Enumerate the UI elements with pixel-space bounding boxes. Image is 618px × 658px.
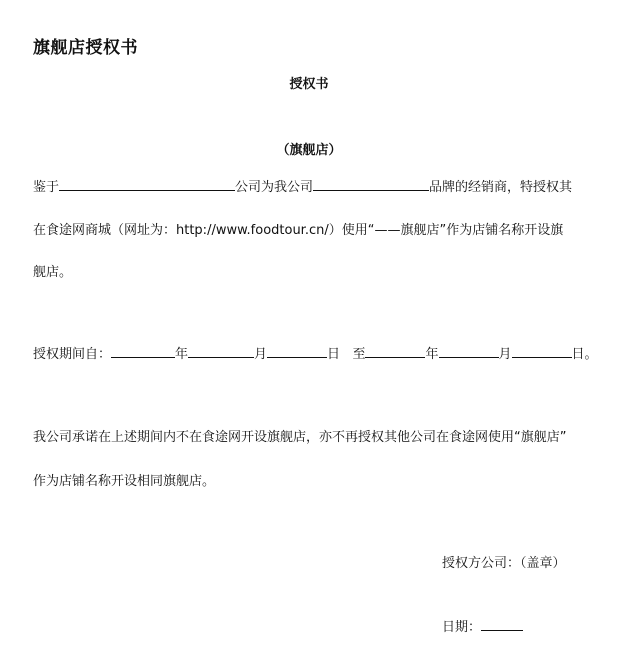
date-label: 日期： <box>442 620 482 635</box>
end-year-blank <box>365 343 425 358</box>
promise-line1: 我公司承诺在上述期间内不在食途网开设旗舰店，亦不再授权其他公司在食途网使用“旗舰店” <box>33 430 567 445</box>
end-day-blank <box>512 343 572 358</box>
period-day-end: 日。 <box>571 347 598 362</box>
paragraph-authorization-line2: 在食途网商城（网址为：http://www.foodtour.cn/）使用“——旗舰店”作为店铺名称开设旗 <box>33 223 564 238</box>
brand-blank <box>313 176 429 191</box>
para1-mid2: 品牌的经销商，特授权其 <box>429 180 573 195</box>
period-month: 月 <box>254 347 268 362</box>
period-label: 授权期间自： <box>33 347 112 362</box>
document-heading: 旗舰店授权书 <box>33 38 138 58</box>
period-year: 年 <box>175 347 189 362</box>
authorization-period <box>33 343 598 367</box>
document-title: 授权书 <box>289 77 329 92</box>
signature-date <box>442 616 523 635</box>
date-blank <box>481 616 523 631</box>
period-year2: 年 <box>425 347 439 362</box>
signature-company: 授权方公司：（盖章） <box>442 556 566 571</box>
paragraph-authorization-line3: 舰店。 <box>33 265 73 280</box>
company-blank <box>59 176 235 191</box>
period-day: 日 <box>327 347 341 362</box>
document-subtitle: （旗舰店） <box>276 143 342 158</box>
para1-start: 鉴于 <box>33 180 60 195</box>
end-month-blank <box>439 343 499 358</box>
period-to: 至 <box>352 347 366 362</box>
period-month2: 月 <box>498 347 512 362</box>
start-year-blank <box>111 343 175 358</box>
start-month-blank <box>188 343 254 358</box>
para1-mid1: 公司为我公司 <box>235 180 314 195</box>
start-day-blank <box>267 343 327 358</box>
promise-line2: 作为店铺名称开设相同旗舰店。 <box>33 474 216 489</box>
paragraph-authorization-line1 <box>33 176 593 200</box>
